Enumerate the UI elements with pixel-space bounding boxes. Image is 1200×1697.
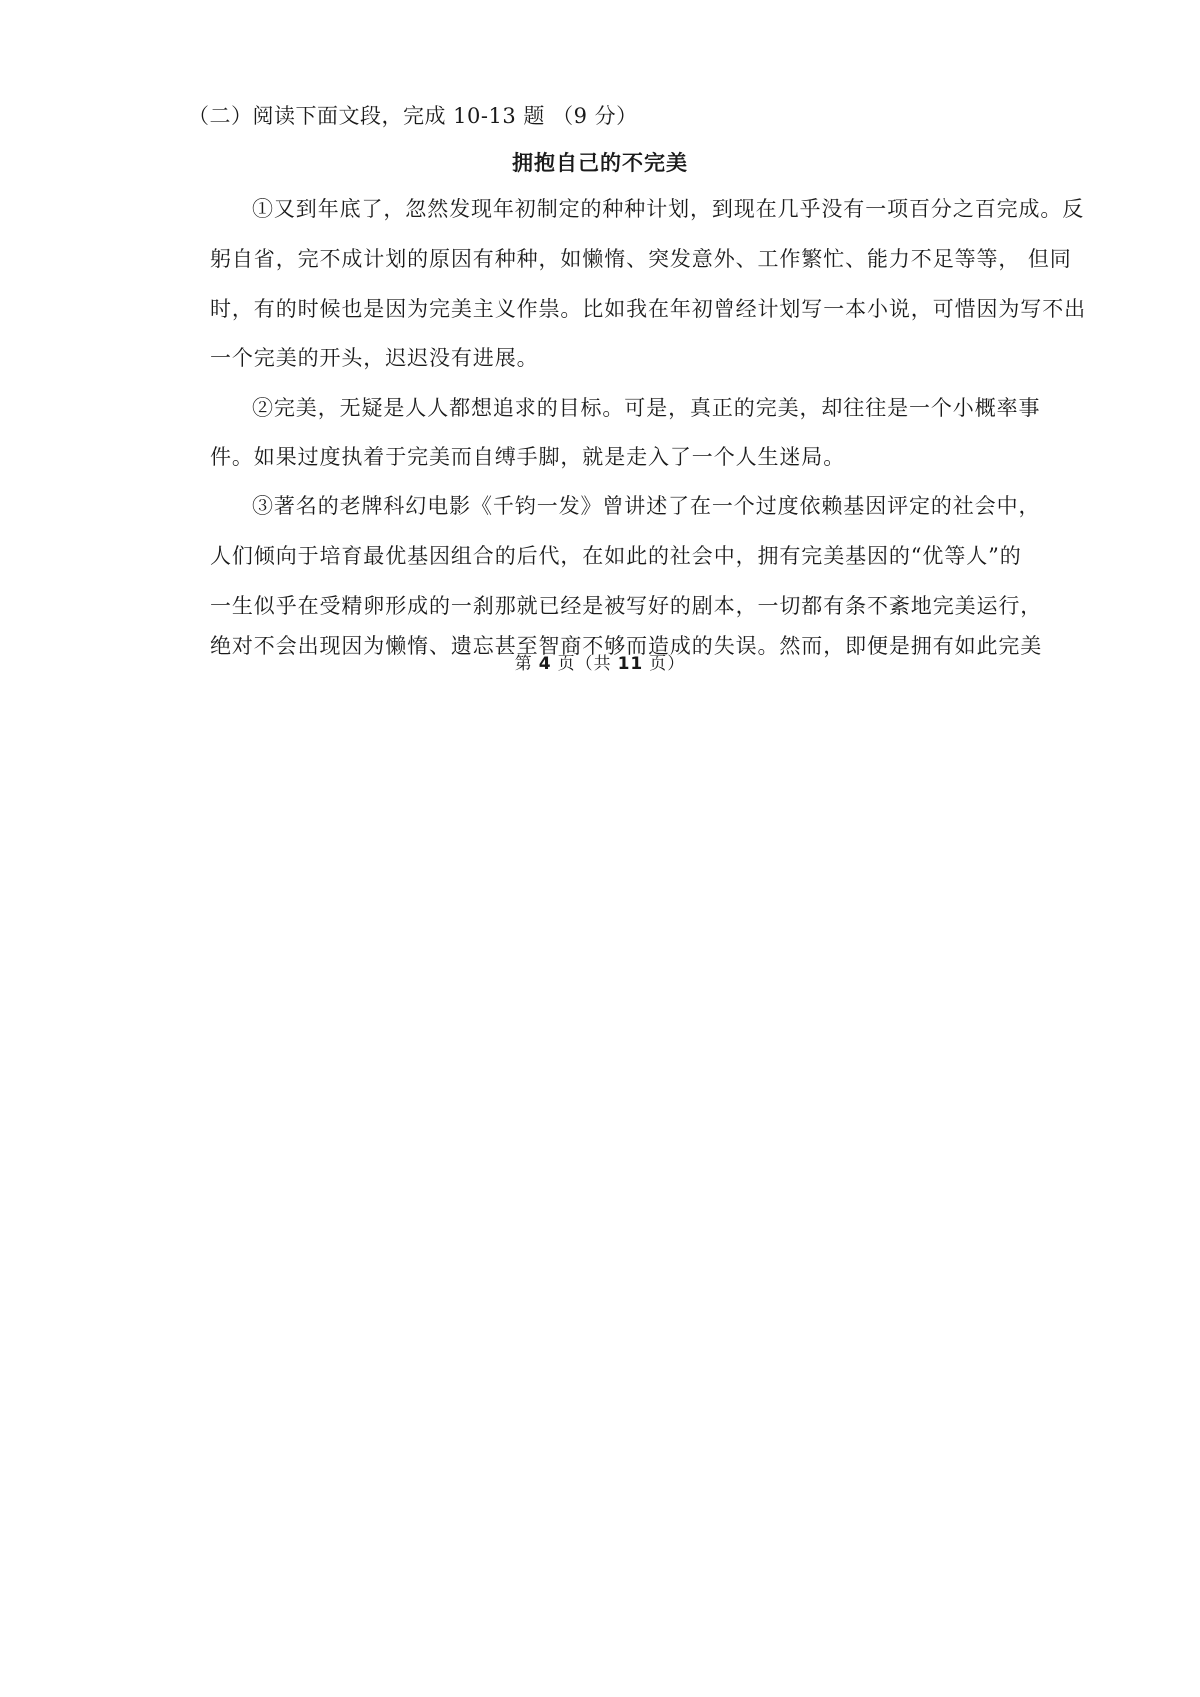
text-line: 躬自省，完不成计划的原因有种种，如懒惰、突发意外、工作繁忙、能力不足等等， 但同: [210, 247, 1072, 271]
text-line: 人们倾向于培育最优基因组合的后代，在如此的社会中，拥有完美基因的“优等人”的: [210, 544, 1022, 568]
text-line: 时，有的时候也是因为完美主义作祟。比如我在年初曾经计划写一本小说，可惜因为写不出: [210, 297, 1086, 321]
page-footer: [0, 652, 1200, 676]
section-header: （二）阅读下面文段，完成 10-13 题 （9 分）: [188, 104, 638, 128]
text-line: ③著名的老牌科幻电影《千钧一发》曾讲述了在一个过度依赖基因评定的社会中，: [252, 494, 1041, 518]
footer-prefix: 第: [514, 654, 533, 674]
page-number: 4: [538, 654, 552, 674]
article-title: 拥抱自己的不完美: [512, 151, 688, 175]
text-line: 绝对不会出现因为懒惰、遗忘甚至智商不够而造成的失误。然而，即便是拥有如此完美: [210, 634, 1043, 658]
footer-middle: 页（共: [557, 654, 612, 674]
text-line: 一生似乎在受精卵形成的一刹那就已经是被写好的剧本，一切都有条不紊地完美运行，: [210, 594, 1043, 618]
total-pages: 11: [617, 654, 644, 674]
footer-suffix: 页）: [649, 654, 686, 674]
text-line: 一个完美的开头，迟迟没有进展。: [210, 346, 539, 370]
text-line: ②完美，无疑是人人都想追求的目标。可是，真正的完美，却往往是一个小概率事: [252, 396, 1041, 420]
text-line: ①又到年底了，忽然发现年初制定的种种计划，到现在几乎没有一项百分之百完成。反: [252, 197, 1085, 221]
text-line: 件。如果过度执着于完美而自缚手脚，就是走入了一个人生迷局。: [210, 445, 846, 469]
